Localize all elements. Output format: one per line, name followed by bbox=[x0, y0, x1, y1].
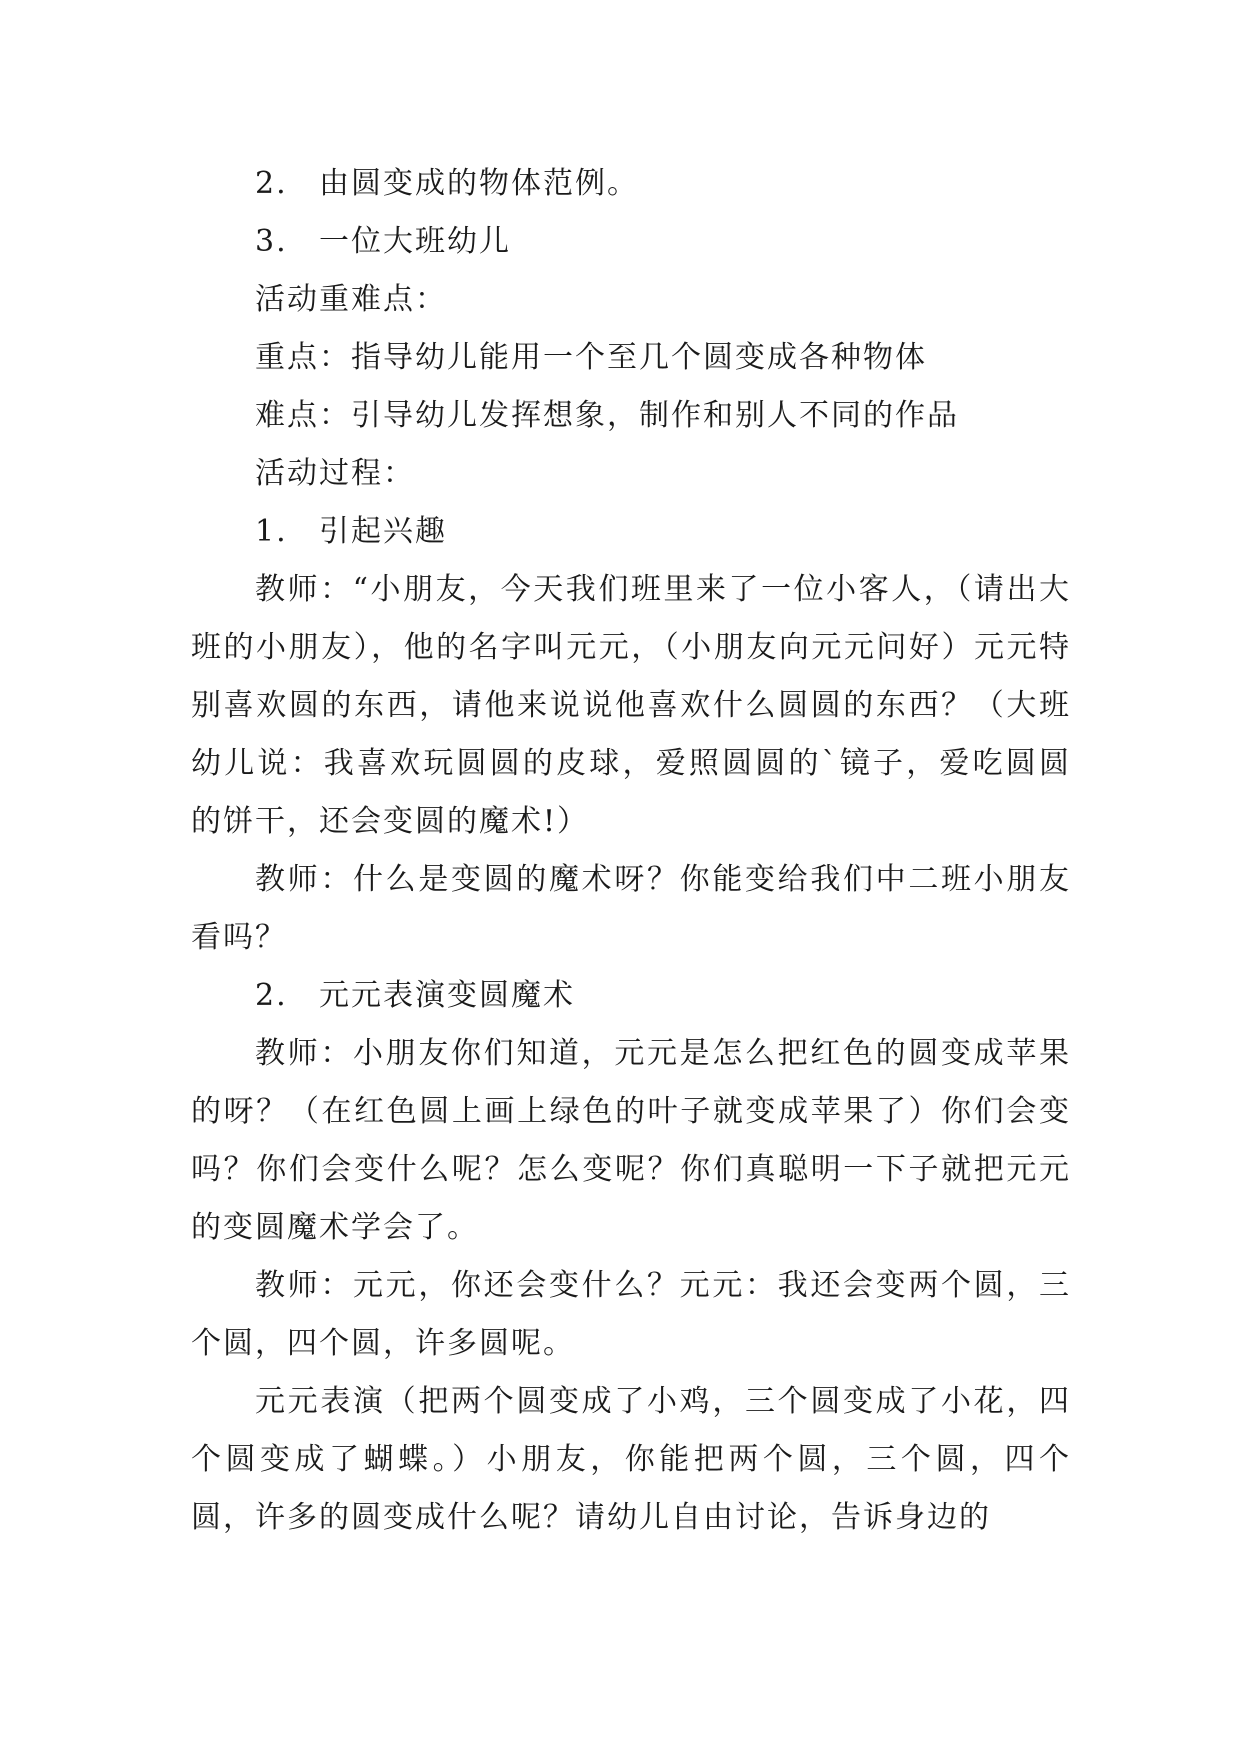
paragraph: 教师：“小朋友，今天我们班里来了一位小客人，（请出大班的小朋友），他的名字叫元元，（小朋友向元元问好）元元特别喜欢圆的东西，请他来说说他喜欢什么圆圆的东西？（大班幼儿说：我喜欢玩圆圆的皮球，爱照圆圆的`镜子，爱吃圆圆的饼干，还会变圆的魔术!） bbox=[191, 572, 1071, 839]
step-title: 元元表演变圆魔术 bbox=[319, 978, 575, 1013]
paragraph: 教师：元元，你还会变什么？元元：我还会变两个圆，三个圆，四个圆，许多圆呢。 bbox=[191, 1268, 1071, 1361]
section-heading-key-points: 活动重难点： bbox=[255, 282, 447, 317]
step-number: 1. bbox=[255, 514, 288, 549]
paragraph: 元元表演（把两个圆变成了小鸡，三个圆变成了小花，四个圆变成了蝴蝶。）小朋友，你能把两个圆，三个圆，四个圆，许多的圆变成什么呢？请幼儿自由讨论，告诉身边的 bbox=[191, 1384, 1071, 1535]
paragraph: 教师：小朋友你们知道，元元是怎么把红色的圆变成苹果的呀？（在红色圆上画上绿色的叶子就变成苹果了）你们会变吗？你们会变什么呢？怎么变呢？你们真聪明一下子就把元元的变圆魔术学会了。 bbox=[191, 1036, 1071, 1245]
list-item bbox=[191, 213, 1071, 271]
list-item bbox=[191, 155, 1071, 213]
difficulty-text: 难点：引导幼儿发挥想象，制作和别人不同的作品 bbox=[255, 398, 959, 433]
step-heading bbox=[191, 503, 1071, 561]
list-item-number: 2. bbox=[255, 166, 288, 201]
list-item-text: 一位大班幼儿 bbox=[319, 224, 511, 259]
list-item-number: 3. bbox=[255, 224, 288, 259]
step-title: 引起兴趣 bbox=[319, 514, 447, 549]
section-heading-process: 活动过程： bbox=[255, 456, 415, 491]
step-heading bbox=[191, 967, 1071, 1025]
paragraph: 教师：什么是变圆的魔术呀？你能变给我们中二班小朋友看吗？ bbox=[191, 862, 1071, 955]
key-point-text: 重点：指导幼儿能用一个至几个圆变成各种物体 bbox=[255, 340, 927, 375]
document-body bbox=[191, 155, 1071, 1547]
step-number: 2. bbox=[255, 978, 288, 1013]
list-item-text: 由圆变成的物体范例。 bbox=[319, 166, 639, 201]
